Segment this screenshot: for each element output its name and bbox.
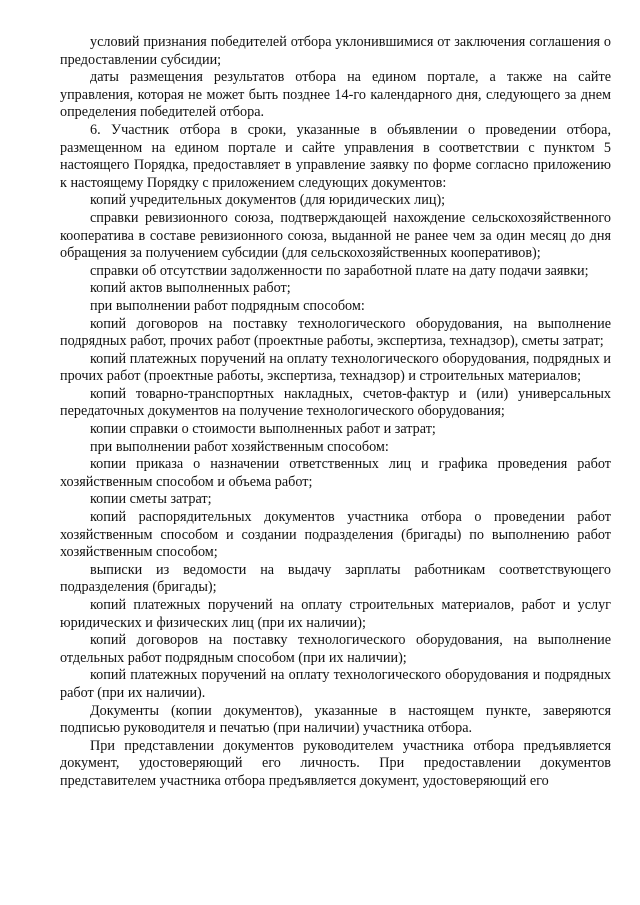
paragraph-13: при выполнении работ хозяйственным способом: — [90, 438, 389, 455]
paragraph-11: копий товарно-транспортных накладных, счетов-фактур и (или) универсальных передаточных документов на получение технологического оборудования; — [60, 385, 611, 420]
paragraph-22: При представлении документов руководителем участника отбора предъявляется документ, удостоверяющий его личность. При предоставлении документов представителем участника отбора предъявляется документ, удостоверяющий его — [60, 737, 611, 789]
paragraph-2: даты размещения результатов отбора на едином портале, а также на сайте управления, которая не может быть позднее 14-го календарного дня, следующего за днем определения победителей отбора. — [60, 69, 611, 121]
paragraph-18: копий платежных поручений на оплату строительных материалов, работ и услуг юридических и физических лиц (при их наличии); — [60, 597, 611, 631]
paragraph-8: при выполнении работ подрядным способом: — [90, 297, 365, 314]
paragraph-7: копий актов выполненных работ; — [90, 280, 291, 297]
paragraph-19: копий договоров на поставку технологического оборудования, на выполнение отдельных работ подрядным способом (при их наличии); — [60, 632, 611, 666]
paragraph-21: Документы (копии документов), указанные в настоящем пункте, заверяются подписью руководителя и печатью (при наличии) участника отбора. — [60, 702, 611, 737]
paragraph-14: копии приказа о назначении ответственных лиц и графика проведения работ хозяйственным способом и объема работ; — [60, 456, 611, 490]
paragraph-5: справки ревизионного союза, подтверждающей нахождение сельскохозяйственного кооператива в составе ревизионного союза, выданной не ранее чем за один месяц до дня обращения за получением субсидии (для сельскохозяйственных кооперативов); — [60, 209, 611, 262]
paragraph-4: копий учредительных документов (для юридических лиц); — [90, 192, 446, 209]
paragraph-12: копии справки о стоимости выполненных работ и затрат; — [90, 421, 436, 438]
paragraph-20: копий платежных поручений на оплату технологического оборудования и подрядных работ (при их наличии). — [60, 667, 611, 701]
paragraph-16: копий распорядительных документов участника отбора о проведении работ хозяйственным способом и создании подразделения (бригады) по выполнению работ хозяйственным способом; — [60, 509, 611, 561]
paragraph-6: справки об отсутствии задолженности по заработной плате на дату подачи заявки; — [90, 262, 589, 279]
paragraph-10: копий платежных поручений на оплату технологического оборудования, подрядных и прочих работ (проектные работы, экспертиза, технадзор) и строительных материалов; — [60, 350, 611, 385]
paragraph-9: копий договоров на поставку технологического оборудования, на выполнение подрядных работ, прочих работ (проектные работы, экспертиза, технадзор), сметы затрат; — [60, 315, 611, 350]
paragraph-3: 6. Участник отбора в сроки, указанные в объявлении о проведении отбора, размещенном на едином портале и сайте управления в соответствии с пунктом 5 настоящего Порядка, предоставляет в управление заявку по форме согласно приложению к настоящему Порядку с приложением следующих документов: — [60, 121, 611, 191]
paragraph-17: выписки из ведомости на выдачу зарплаты работникам соответствующего подразделения (бригады); — [60, 561, 611, 596]
paragraph-15: копии сметы затрат; — [90, 491, 212, 508]
paragraph-1: условий признания победителей отбора уклонившимися от заключения соглашения о предоставлении субсидии; — [60, 34, 611, 68]
